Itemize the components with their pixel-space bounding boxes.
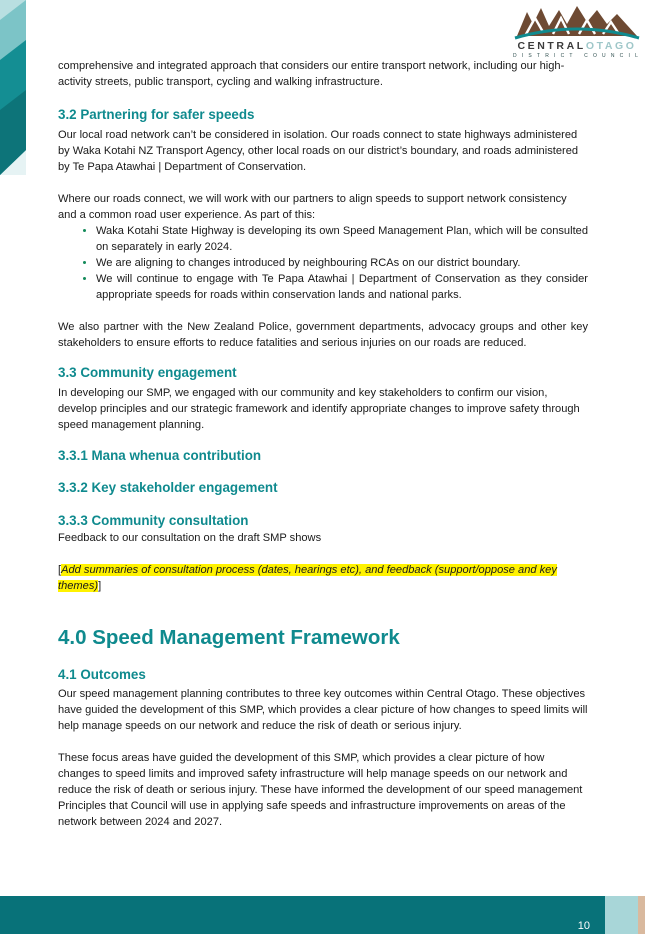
council-logo	[513, 4, 644, 59]
footer-band	[0, 896, 645, 934]
page-content	[58, 58, 588, 830]
placeholder-close-bracket: ]	[98, 580, 102, 592]
bullet-item: • We are aligning to changes introduced by neighbouring RCAs on our district boundary.	[96, 255, 588, 271]
heading-3-3-3: 3.3.3 Community consultation	[58, 513, 249, 528]
heading-4-0: 4.0 Speed Management Framework	[58, 626, 400, 649]
section-3-3-para: In developing our SMP, we engaged with our community and key stakeholders to confirm our vision, develop principles and our strategic framework and identify appropriate changes to improve safety through speed management planning.	[58, 387, 580, 431]
section-4-1-para-1: Our speed management planning contributes to three key outcomes within Central Otago. These objectives have guided the development of this SMP, which provides a clear picture of how changes to speed limits will help manage speeds on our network and reduce the risk of death or serious injury.	[58, 688, 588, 732]
logo-word-otago: OTAGO	[585, 40, 637, 52]
section-3-3-3-para: Feedback to our consultation on the draft SMP shows	[58, 532, 322, 544]
bullet-item: • Waka Kotahi State Highway is developing its own Speed Management Plan, which will be consulted on separately in early 2024.	[96, 223, 588, 255]
section-4-1-para-2: These focus areas have guided the development of this SMP, which provides a clear picture of how changes to speed limits and improved safety infrastructure will help manage speeds on our network and reduce the risk of death or serious injury. These have informed the development of our speed management Principles that Council will use in applying safe speeds and infrastructure improvements on areas of the network between 2024 and 2027.	[58, 752, 583, 828]
consultation-placeholder	[58, 562, 588, 594]
bullet-item: • We will continue to engage with Te Papa Atawhai | Department of Conservation as they consider appropriate speeds for roads within conservation lands and national parks.	[96, 271, 588, 303]
logo-wordmark	[513, 40, 641, 52]
mountains-logo-icon	[513, 4, 641, 40]
footer-accent-edge	[638, 896, 645, 934]
heading-3-3-1: 3.3.1 Mana whenua contribution	[58, 448, 262, 463]
logo-word-central: CENTRAL	[517, 40, 586, 52]
placeholder-open-bracket: [	[58, 564, 62, 576]
section-3-2-para-1: Our local road network can’t be considered in isolation. Our roads connect to state highways administered by Waka Kotahi NZ Transport Agency, other local roads on our district’s boundary, and roads administered by Te Papa Atawhai | Department of Conservation.	[58, 129, 579, 173]
logo-subtitle: DISTRICT COUNCIL	[513, 53, 644, 59]
partner-bullet-list	[58, 223, 588, 303]
heading-4-1: 4.1 Outcomes	[58, 667, 146, 682]
heading-3-2: 3.2 Partnering for safer speeds	[58, 107, 255, 122]
section-3-2-para-3: We also partner with the New Zealand Police, government departments, advocacy groups and other key stakeholders to ensure efforts to reduce fatalities and serious injuries on our roads are reduced.	[58, 321, 588, 349]
intro-continuation: comprehensive and integrated approach that considers our entire transport network, including our high-activity streets, public transport, cycling and walking infrastructure.	[58, 60, 565, 88]
placeholder-highlight: Add summaries of consultation process (dates, hearings etc), and feedback (support/oppose and key themes)	[58, 564, 557, 592]
page-number: 10	[577, 920, 590, 932]
footer-accent	[605, 896, 638, 934]
decorative-side-band	[0, 0, 26, 175]
heading-3-3-2: 3.3.2 Key stakeholder engagement	[58, 480, 278, 495]
heading-3-3: 3.3 Community engagement	[58, 365, 237, 380]
section-3-2-para-2: Where our roads connect, we will work with our partners to align speeds to support network consistency and a common road user experience. As part of this:	[58, 193, 567, 221]
